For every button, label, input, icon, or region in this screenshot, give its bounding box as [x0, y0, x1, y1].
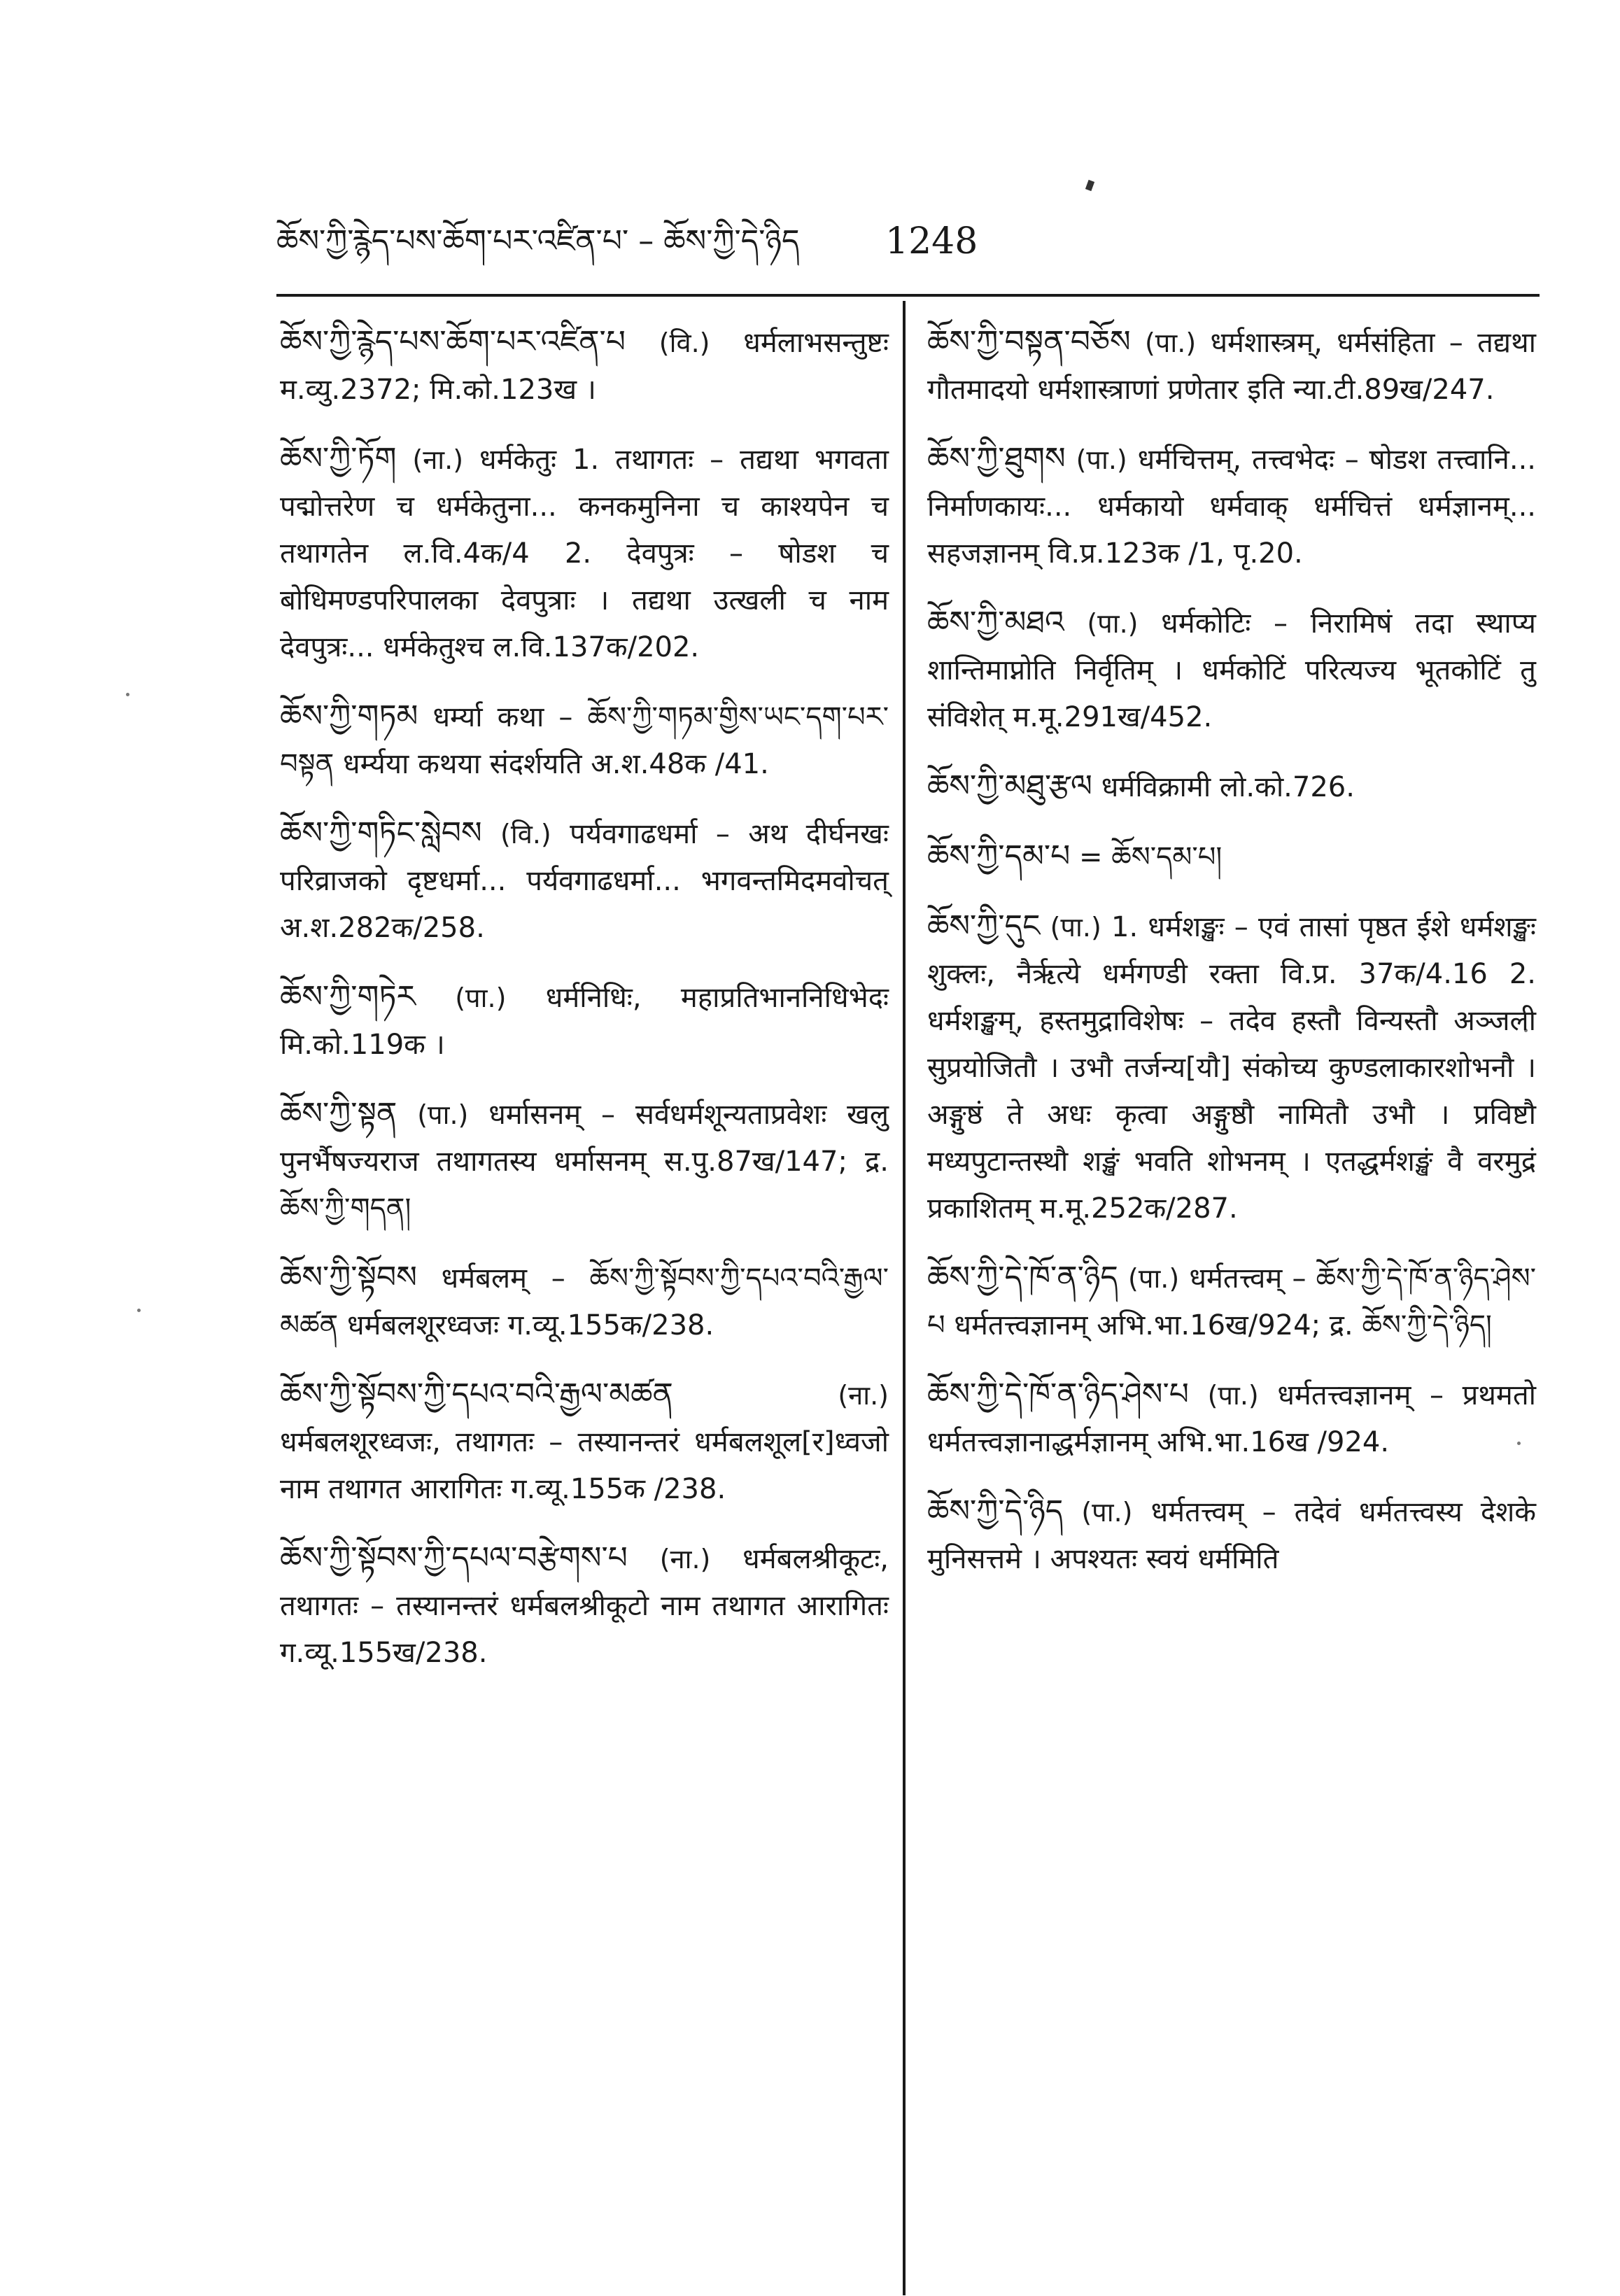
- entry-grammar-tag: (पा.): [417, 1099, 469, 1130]
- entry-headword: ཆོས་ཀྱི་དུང: [927, 908, 1041, 944]
- entry-definition: पर्यवगाढधर्मा – अथ दीर्घनखः परिव्राजको दृष्टधर्मा... पर्यवगाढधर्मा... भगवन्तमिदमवोचत् अ.श.282क/258.: [280, 818, 889, 944]
- running-head: [276, 210, 1536, 273]
- entry-grammar-tag: (पा.): [1050, 912, 1101, 943]
- entry-headword: ཆོས་ཀྱི་དམ་པ: [927, 838, 1071, 874]
- entry-grammar-tag: (ना.): [838, 1380, 889, 1411]
- entry-headword: ཆོས་ཀྱི་དེ་ཁོ་ན་ཉིད: [927, 1260, 1118, 1295]
- entry-headword: ཆོས་ཀྱི་སྟོབས་ཀྱི་དཔའ་བའི་རྒྱལ་མཚན: [280, 1376, 673, 1412]
- dictionary-entry: [280, 1254, 889, 1349]
- dictionary-entry: [280, 693, 889, 788]
- entry-grammar-tag: (पा.): [455, 983, 507, 1013]
- entry-headword: ཆོས་ཀྱི་སྟན: [280, 1096, 397, 1132]
- entry-grammar-tag: (पा.): [1144, 328, 1197, 358]
- entry-grammar-tag: (पा.): [1128, 1263, 1180, 1294]
- entry-definition: 1. धर्मशङ्खः – एवं तासां पृष्ठत ईशे धर्मशङ्खः शुक्लः, नैर्ऋत्ये धर्मगण्डी रक्ता वि.प्र. 37क/4.16 2. धर्मशङ्खम्, हस्तमुद्राविशेषः – तदेव हस्तौ विन्यस्तौ अञ्जली सुप्रयोजितौ । उभौ तर्जन्य[यौ] संकोच्य कुण्डलाकारशोभनौ । अङ्गुष्ठं ते अधः कृत्वा अङ्गुष्ठौ नामितौ उभौ । प्रविष्टौ मध्यपुटान्तस्थौ शङ्खं भवति शोभनम् । एतद्धर्मशङ्खं वै वरमुद्रं प्रकाशितम् म.मू.252क/287.: [927, 911, 1536, 1225]
- dictionary-entry: [927, 763, 1536, 811]
- entry-definition: धर्मकेतुः 1. तथागतः – तद्यथा भगवता पद्मोत्तरेण च धर्मकेतुना... कनकमुनिना च काश्यपेन च तथागतेन ल.वि.4क/4 2. देवपुत्रः – षोडश च बोधिमण्डपरिपालका देवपुत्राः । तद्यथा उत्खली च नाम देवपुत्रः... धर्मकेतुश्च ल.वि.137क/202.: [280, 444, 889, 663]
- entry-definition: धर्मासनम् – सर्वधर्मशून्यताप्रवेशः खलु पुनर्भैषज्यराज तथागतस्य धर्मासनम् स.पु.87ख/147; द्र. ཆོས་ཀྱི་གདན།: [280, 1099, 889, 1225]
- entry-definition: धर्मतत्त्वज्ञानम् – प्रथमतो धर्मतत्त्वज्ञानाद्धर्मज्ञानम् अभि.भा.16ख /924.: [927, 1379, 1537, 1458]
- entry-headword: ཆོས་ཀྱི་གཏེར: [280, 979, 416, 1015]
- dictionary-entry: [280, 1371, 889, 1513]
- header-rule: [276, 294, 1540, 297]
- entry-grammar-tag: (वि.): [658, 328, 710, 358]
- entry-headword: ཆོས་ཀྱི་དེ་ཁོ་ན་ཉིད་ཤེས་པ: [927, 1376, 1189, 1412]
- entry-definition: धर्मनिधिः, महाप्रतिभाननिधिभेदः मि.को.119क ।: [280, 982, 889, 1061]
- entry-definition: धर्मबलशूरध्वजः, तथागतः – तस्यानन्तरं धर्मबलशूल[र]ध्वजो नाम तथागत आरागितः ग.व्यू.155क /238.: [280, 1426, 889, 1505]
- dictionary-entry: [280, 973, 889, 1069]
- entry-definition: = ཆོས་དམ་པ།: [1079, 841, 1223, 873]
- dictionary-entry: [927, 435, 1536, 577]
- dictionary-entry: [927, 1254, 1536, 1349]
- entry-grammar-tag: (ना.): [412, 444, 464, 475]
- dictionary-entry: [280, 1090, 889, 1232]
- right-column: [927, 318, 1536, 1605]
- entry-headword: ཆོས་ཀྱི་སྟོབས་ཀྱི་དཔལ་བརྩེགས་པ: [280, 1540, 628, 1576]
- entry-grammar-tag: (पा.): [1076, 444, 1127, 475]
- dictionary-entry: [280, 435, 889, 671]
- entry-headword: ཆོས་ཀྱི་ཏོག: [280, 441, 397, 477]
- dictionary-entry: [927, 903, 1536, 1232]
- column-divider: [903, 301, 906, 2295]
- entry-definition: धर्मबलम् – ཆོས་ཀྱི་སྟོབས་ཀྱི་དཔའ་བའི་རྒྱལ་མཚན धर्मबलशूरध्वजः ग.व्यू.155क/238.: [280, 1262, 889, 1341]
- entry-definition: धर्मबलश्रीकूटः, तथागतः – तस्यानन्तरं धर्मबलश्रीकूटो नाम तथागत आरागितः ग.व्यू.155ख/238.: [280, 1543, 889, 1669]
- entry-definition: धर्मतत्त्वम् – तदेवं धर्मतत्त्वस्य देशके मुनिसत्तमे । अपश्यतः स्वयं धर्ममिति: [927, 1496, 1537, 1575]
- scan-speck: [137, 1309, 141, 1312]
- entry-grammar-tag: (पा.): [1207, 1380, 1259, 1411]
- dictionary-entry: [927, 1488, 1536, 1583]
- entry-headword: ཆོས་ཀྱི་གཏིང་སླེབས: [280, 815, 482, 851]
- entry-definition: धर्मचित्तम्, तत्त्वभेदः – षोडश तत्त्वानि... निर्माणकायः... धर्मकायो धर्मवाक् धर्मचित्तं धर्मज्ञानम्... सहजज्ञानम् वि.प्र.123क /1, पृ.20.: [927, 444, 1537, 570]
- entry-grammar-tag: (पा.): [1087, 608, 1139, 639]
- dictionary-entry: [280, 318, 889, 414]
- dictionary-entry: [927, 833, 1536, 881]
- dictionary-entry: [927, 318, 1536, 414]
- left-column: [280, 318, 889, 1698]
- entry-grammar-tag: (ना.): [659, 1544, 711, 1575]
- entry-headword: ཆོས་ཀྱི་མཐུ་རྩལ: [927, 768, 1092, 804]
- entry-grammar-tag: (पा.): [1081, 1497, 1133, 1528]
- stray-ink-mark: [1085, 180, 1094, 191]
- entry-headword: ཆོས་ཀྱི་རྙེད་པས་ཆོག་པར་འཛིན་པ: [280, 324, 626, 360]
- dictionary-entry: [927, 1371, 1536, 1466]
- scan-speck: [126, 693, 129, 696]
- entry-definition: धर्मतत्त्वम् – ཆོས་ཀྱི་དེ་ཁོ་ན་ཉིད་ཤེས་པ धर्मतत्त्वज्ञानम् अभि.भा.16ख/924; द्र. ཆོས་ཀྱི་དེ་ཉིད།: [927, 1262, 1536, 1341]
- entry-headword: ཆོས་ཀྱི་སྟོབས: [280, 1260, 417, 1295]
- entry-headword: ཆོས་ཀྱི་ཐུགས: [927, 441, 1066, 477]
- entry-definition: धर्मकोटिः – निरामिषं तदा स्थाप्य शान्तिमाप्नोति निर्वृतिम् । धर्मकोटिं परित्यज्य भूतकोटिं तु संविशेत् म.मू.291ख/452.: [927, 607, 1537, 733]
- entry-grammar-tag: (वि.): [500, 819, 551, 850]
- running-head-text: ཆོས་ཀྱི་རྙེད་པས་ཆོག་པར་འཛིན་པ་ – ཆོས་ཀྱི་དེ་ཉིད: [276, 223, 800, 259]
- page-number: 1248: [885, 220, 978, 262]
- dictionary-entry: [280, 810, 889, 952]
- entry-definition: धर्मशास्त्रम्, धर्मसंहिता – तद्यथा गौतमादयो धर्मशास्त्राणां प्रणेतार इति न्या.टी.89ख/247.: [927, 327, 1536, 406]
- entry-headword: ཆོས་ཀྱི་བསྟན་བཅོས: [927, 324, 1131, 360]
- entry-definition: धर्मविक्रामी लो.को.726.: [1101, 771, 1355, 803]
- dictionary-entry: [280, 1535, 889, 1677]
- entry-definition: धर्मलाभसन्तुष्टः म.व्यु.2372; मि.को.123ख ।: [280, 327, 889, 406]
- entry-definition: धर्म्या कथा – ཆོས་ཀྱི་གཏམ་གྱིས་ཡང་དག་པར་བསྟན धर्म्यया कथया संदर्शयति अ.श.48क /41.: [280, 701, 889, 780]
- dictionary-entry: [927, 599, 1536, 741]
- entry-headword: ཆོས་ཀྱི་མཐའ: [927, 605, 1064, 640]
- entry-headword: ཆོས་ཀྱི་དེ་ཉིད: [927, 1493, 1064, 1529]
- entry-headword: ཆོས་ཀྱི་གཏམ: [280, 698, 418, 734]
